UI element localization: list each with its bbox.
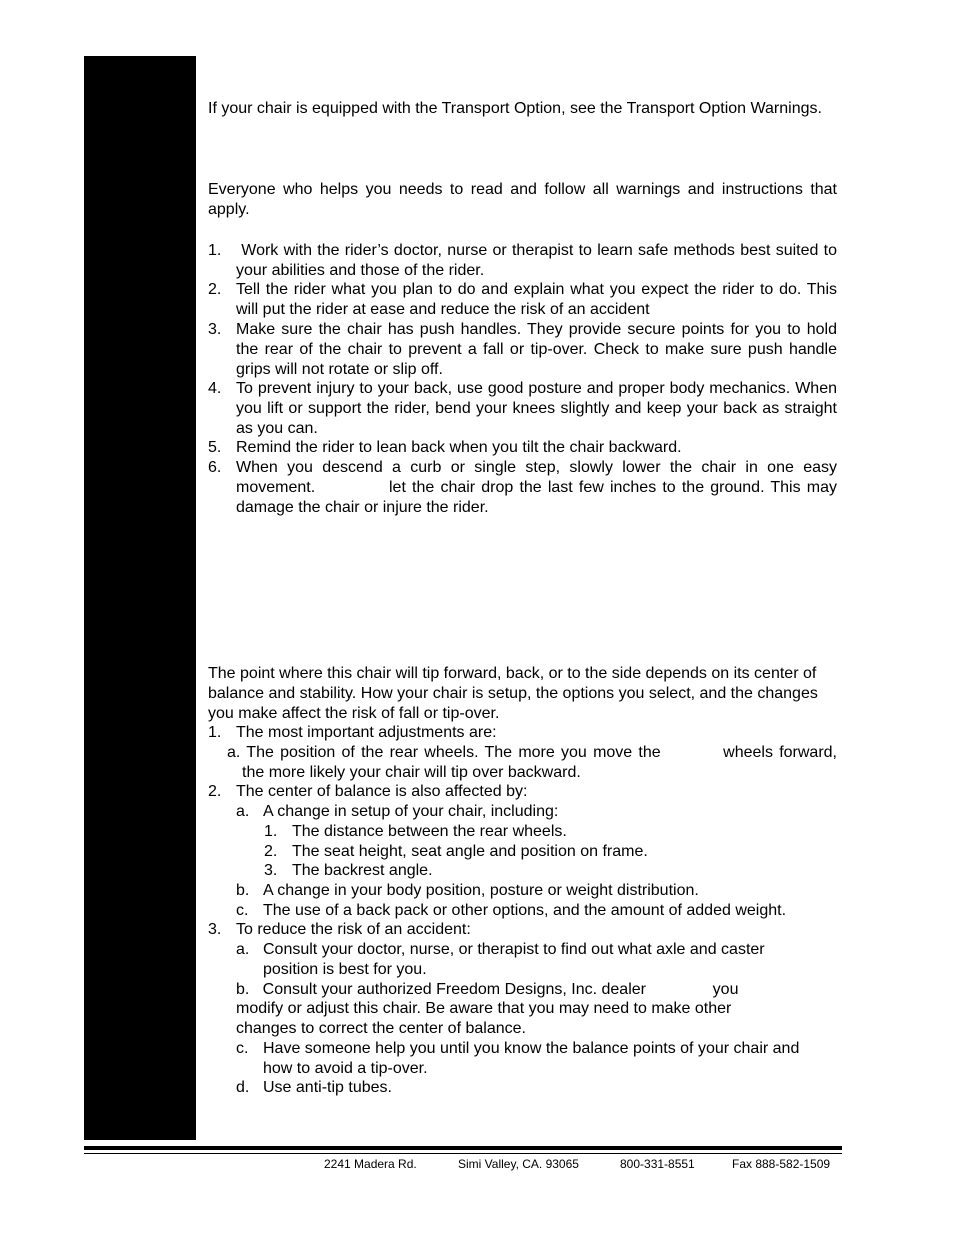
transport-option-note: If your chair is equipped with the Transport Option, see the Transport Option Warnings. xyxy=(208,100,822,117)
list-item: The seat height, seat angle and position on frame. xyxy=(292,843,648,860)
balance-intro: The point where this chair will tip forward, back, or to the side depends on its center of balance and stability. How your chair is setup, the options you select, and the changes you make affect the risk of fall or tip-over. xyxy=(208,665,818,722)
list-item-letter: d. xyxy=(236,1079,250,1096)
list-item-number: 1. xyxy=(208,724,222,741)
list-item-number: 3. xyxy=(264,862,278,879)
list-item: Consult your doctor, nurse, or therapist to find out what axle and caster position is best for you. xyxy=(263,941,770,978)
list-item: Work with the rider’s doctor, nurse or therapist to learn safe methods best suited to your abilities and those of the rider. xyxy=(236,242,842,279)
list-item: Make sure the chair has push handles. They provide secure points for you to hold the rear of the chair to prevent a fall or tip-over. Check to make sure push handle grips will not rotate or slip off. xyxy=(236,321,842,378)
list-item-number: 6. xyxy=(208,459,222,476)
list-item: To prevent injury to your back, use good posture and proper body mechanics. When you lift or support the rider, bend your knees slightly and keep your back as straight as you can. xyxy=(236,380,842,437)
list-item-number: 3. xyxy=(208,921,222,938)
list-item: Use anti-tip tubes. xyxy=(263,1079,392,1096)
list-item: The most important adjustments are: xyxy=(236,724,497,741)
list-item: modify or adjust this chair. Be aware that you may need to make other changes to correct the center of balance. xyxy=(236,1000,736,1037)
list-item: a. The position of the rear wheels. The more you move the wheels forward, xyxy=(227,744,837,761)
list-item-number: 1. xyxy=(264,823,278,840)
sidebar-bar xyxy=(84,56,196,1140)
footer-rule xyxy=(84,1153,842,1154)
list-item: When you descend a curb or single step, slowly lower the chair in one easy movement. let the chair drop the last few inches to the ground. This may damage the chair or injure the rider. xyxy=(236,459,842,516)
footer-rule xyxy=(84,1146,842,1150)
footer-city: Simi Valley, CA. 93065 xyxy=(458,1157,579,1171)
list-item-number: 2. xyxy=(208,281,222,298)
list-item: A change in your body position, posture or weight distribution. xyxy=(263,882,699,899)
list-item: The backrest angle. xyxy=(292,862,433,879)
list-item-letter: c. xyxy=(236,1040,249,1057)
list-item-letter: b. xyxy=(236,882,250,899)
list-item: The center of balance is also affected by: xyxy=(236,783,528,800)
footer-fax: Fax 888-582-1509 xyxy=(732,1157,831,1171)
list-item: Have someone help you until you know the balance points of your chair and how to avoid a tip-over. xyxy=(263,1040,804,1077)
list-item: A change in setup of your chair, including: xyxy=(263,803,559,820)
list-item-letter: c. xyxy=(236,902,249,919)
list-item: The use of a back pack or other options, and the amount of added weight. xyxy=(263,902,787,919)
footer-address: 2241 Madera Rd. xyxy=(324,1157,417,1171)
list-item: The distance between the rear wheels. xyxy=(292,823,567,840)
list-item: To reduce the risk of an accident: xyxy=(236,921,471,938)
list-item-number: 2. xyxy=(208,783,222,800)
list-item-number: 3. xyxy=(208,321,222,338)
list-item-letter: a. xyxy=(236,941,250,958)
list-item-letter: a. xyxy=(236,803,250,820)
list-item-number: 5. xyxy=(208,439,222,456)
list-item: Remind the rider to lean back when you tilt the chair backward. xyxy=(236,439,682,456)
list-item-number: 1. xyxy=(208,242,222,259)
footer-phone: 800-331-8551 xyxy=(620,1157,695,1171)
list-item-number: 2. xyxy=(264,843,278,860)
list-item: b. Consult your authorized Freedom Designs, Inc. dealer you xyxy=(236,981,739,998)
list-item: the more likely your chair will tip over backward. xyxy=(242,764,581,781)
list-item: Tell the rider what you plan to do and explain what you expect the rider to do. This will put the rider at ease and reduce the risk of an accident xyxy=(236,281,842,318)
helpers-intro: Everyone who helps you needs to read and follow all warnings and instructions that apply. xyxy=(208,181,837,218)
list-item-number: 4. xyxy=(208,380,222,397)
